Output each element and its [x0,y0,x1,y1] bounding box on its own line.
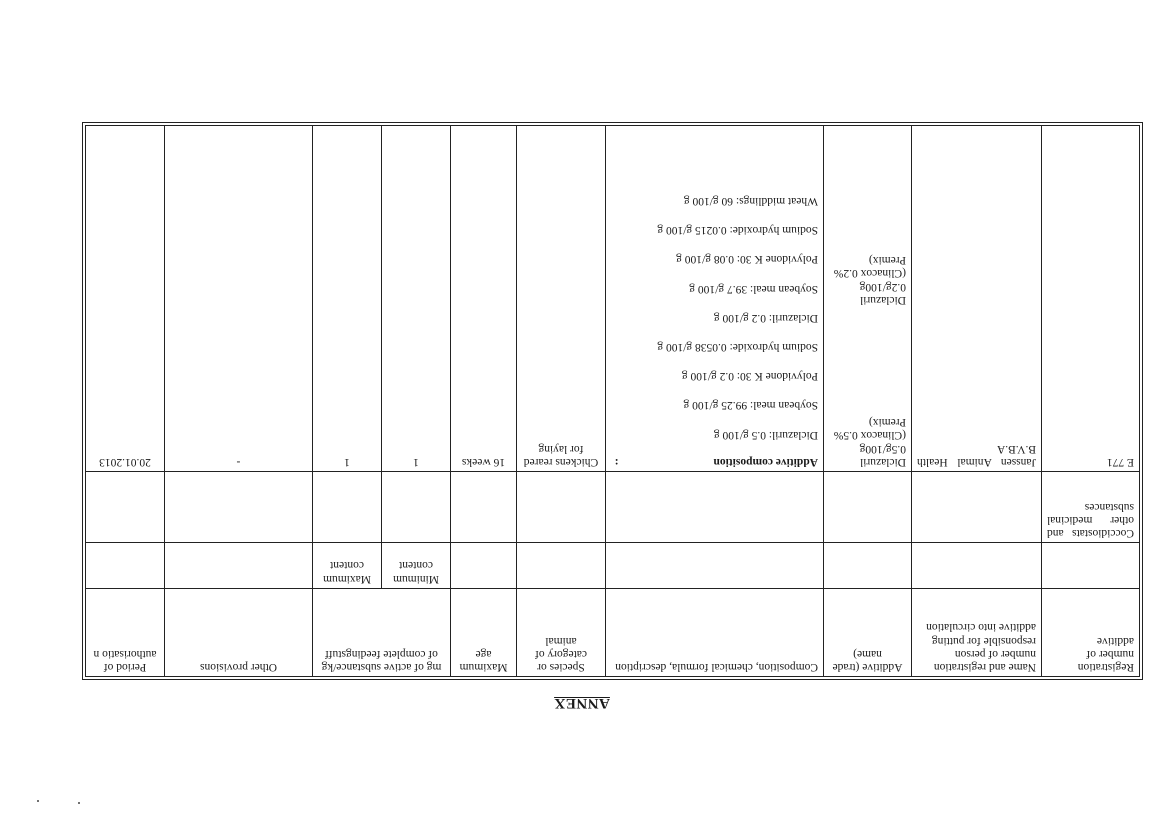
composition-colon: : [614,455,619,468]
additive-premix-05: Diclazuril 0.5g/100g (Clinacox 0.5% Premix) [833,416,906,468]
composition-item: Soybean meal: 99.25 g/100 g [683,399,818,412]
header-min-content: Minimum content [382,543,451,588]
cell-additive [824,126,912,472]
header-mg-active: mg of active substance/kg of complete feedingstuff [313,588,451,676]
annex-table [85,125,1140,677]
cell-other-provisions: - [165,126,313,472]
header-max-content: Maximum content [313,543,382,588]
scan-speck [37,800,39,802]
composition-item: Sodium hydroxide: 0.0538 g/100 g [657,341,818,354]
cell-max-age: 16 weeks [451,126,517,472]
annex-title: ANNEX [554,695,610,711]
section-row [86,471,1140,542]
cell-holder: Janssen Animal Health B.V.B.A [912,126,1042,472]
composition-item: Polyvidone K 30: 0.08 g/100 g [676,253,818,266]
data-row [86,126,1140,472]
composition-heading-line [611,455,818,468]
header-holder: Name and registration number of person responsible for putting additive into circulation [912,588,1042,676]
header-composition: Composition, chemical formula, description [606,588,824,676]
additive-premix-02: Diclazuril 0.2g/100g (Clinacox 0.2% Premix) [833,254,906,306]
cell-species: Chickens reared for laying [517,126,606,472]
cell-min-content: 1 [382,126,451,472]
header-species: Species or category of animal [517,588,606,676]
cell-period: 20.01.2013 [86,126,165,472]
header-additive: Additive (trade name) [824,588,912,676]
composition-item: Polyvidone K 30: 0.2 g/100 g [681,370,818,383]
scan-speck [78,802,80,804]
composition-heading: Additive composition [713,455,818,468]
composition-item: Wheat middlings: 60 g/100 g [683,194,818,207]
cell-registration-number: E 771 [1042,126,1140,472]
composition-item: Sodium hydroxide: 0.0215 g/100 g [657,224,818,237]
header-period: Period of authorisatio n [86,588,165,676]
cell-composition [606,126,824,472]
section-title: Coccidiostats and other medicinal substances [1042,471,1140,542]
header-row [86,588,1140,676]
composition-item: Diclazuril: 0.2 g/100 g [713,311,818,324]
header-other-provisions: Other provisions [165,588,313,676]
subheader-row [86,543,1140,588]
header-registration: Registration number of additive [1042,588,1140,676]
composition-item: Diclazuril: 0.5 g/100 g [713,428,818,441]
cell-max-content: 1 [313,126,382,472]
composition-item: Soybean meal: 39.7 g/100 g [689,282,818,295]
header-max-age: Maximum age [451,588,517,676]
